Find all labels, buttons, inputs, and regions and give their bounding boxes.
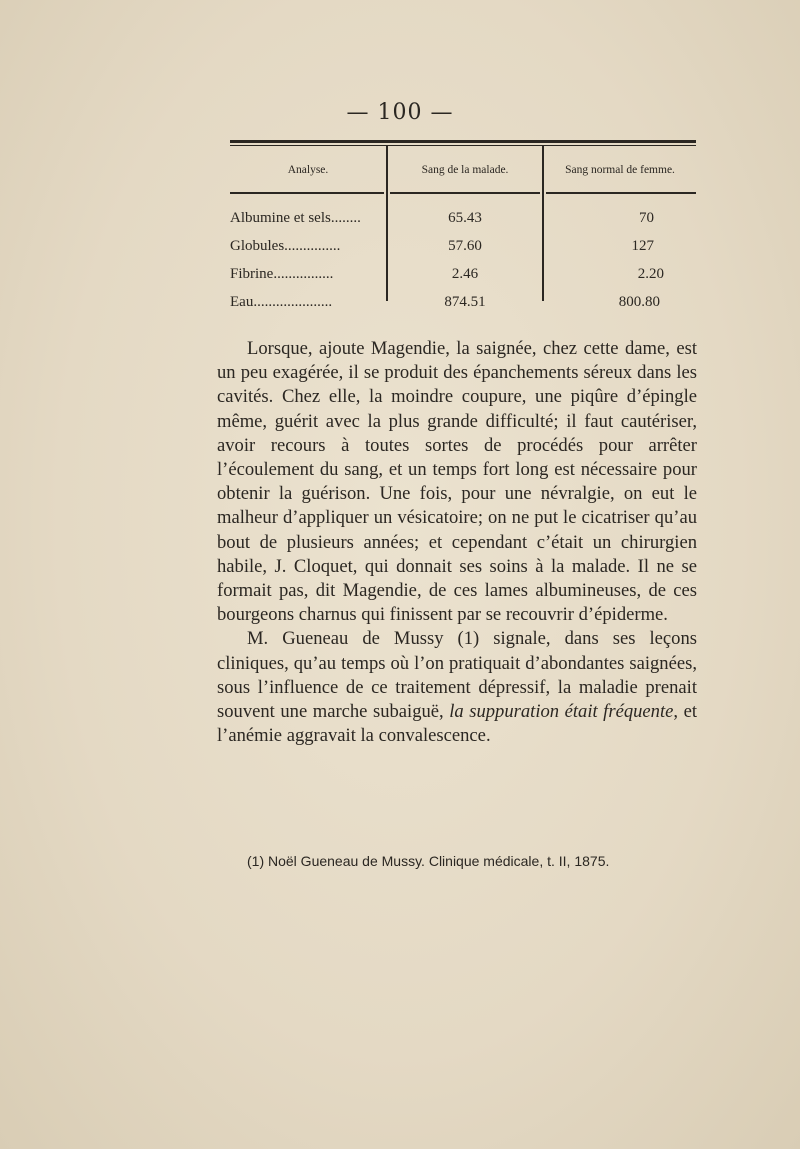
analysis-table	[230, 140, 696, 320]
value-malade: 65.43	[448, 210, 482, 226]
header-sang-normal: Sang normal de femme.	[565, 164, 675, 176]
paragraph-magendie: Lorsque, ajoute Magendie, la saignée, chez cette dame, est un peu exagérée, il se produit des épanchements séreux dans les cavités. Chez elle, la moindre coupure, une piqûre d’épingle même, guérit avec la plus grande difficulté; il faut cautériser, avoir recours à toutes sortes de procédés pour arrêter l’écoulement du sang, et un temps fort long est nécessaire pour obtenir la guérison. Une fois, pour une névralgie, on eut le malheur d’appliquer un vésicatoire; on ne put le cicatriser qu’au bout de plusieurs années; et cependant c’était un chirurgien habile, J. Cloquet, qui donnait ses soins à la malade. Il ne se formait pas, dit Magendie, de ces lames albumineuses, de ces bourgeons charnus qui finissent par se recouvrir d’épiderme.	[217, 338, 697, 626]
table-row	[230, 292, 696, 320]
table-top-rule	[230, 140, 696, 143]
value-normal: 127	[631, 238, 654, 254]
value-malade: 874.51	[444, 294, 486, 310]
row-label: Eau.....................	[230, 294, 333, 310]
value-malade: 57.60	[448, 238, 482, 254]
table-header	[230, 146, 696, 190]
value-normal: 800.80	[618, 294, 660, 310]
header-sang-malade: Sang de la malade.	[421, 164, 509, 176]
body-text	[217, 337, 697, 748]
row-label: Albumine et sels........	[230, 210, 361, 226]
paragraph-gueneau	[217, 627, 697, 748]
page-number: — 100 —	[346, 100, 454, 125]
value-normal: 70	[639, 210, 654, 226]
value-malade: 2.46	[451, 266, 479, 282]
value-normal: 2.20	[637, 266, 664, 282]
row-label: Globules...............	[230, 238, 341, 254]
italic-phrase: la suppuration était fréquente	[449, 701, 674, 723]
header-analyse: Analyse.	[287, 164, 329, 176]
table-row	[230, 208, 696, 236]
header-rules	[230, 190, 696, 198]
table-row	[230, 264, 696, 292]
paragraph-gueneau-start: M. Gueneau de Mussy (1) signale, dans ses leçons cliniques, qu’au temps où l’on pratiquait d’abondantes saignées, sous l’influence de ce traitement dépressif, la maladie prenait souvent une marche subaiguë,	[217, 628, 697, 723]
row-label: Fibrine................	[230, 266, 334, 282]
table-row	[230, 236, 696, 264]
paragraph-gueneau-end: , et l’anémie aggravait la convalescence.	[217, 701, 697, 747]
footnote: (1) Noël Gueneau de Mussy. Clinique médicale, t. II, 1875.	[247, 853, 610, 869]
